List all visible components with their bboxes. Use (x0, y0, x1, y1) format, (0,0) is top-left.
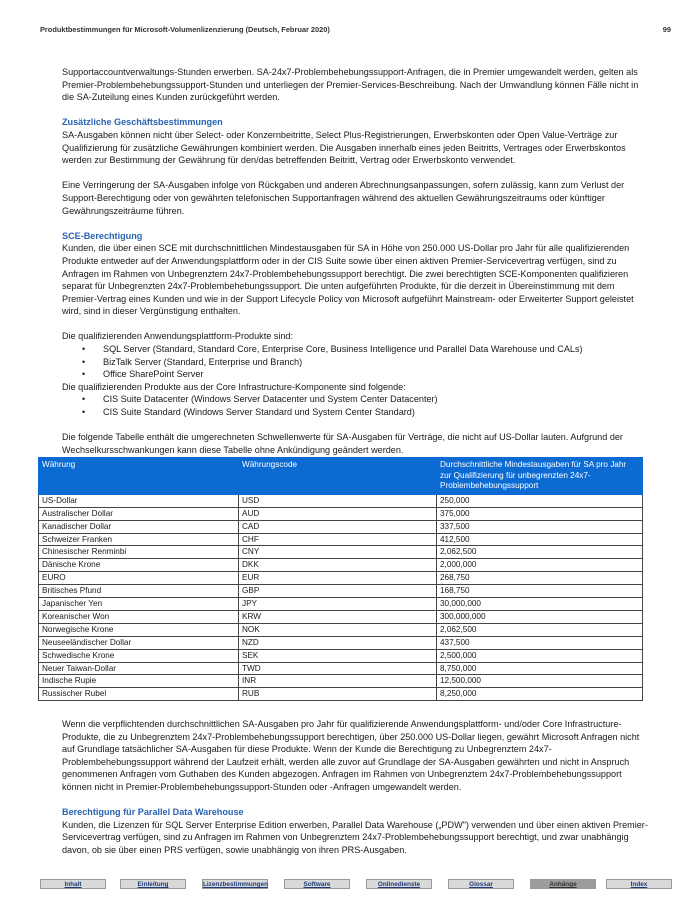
table-row (39, 623, 643, 636)
cell-currency: Indische Rupie (39, 675, 239, 688)
heading-sce-eligibility: SCE-Berechtigung (62, 230, 143, 241)
cell-minimum-spend: 2,062,500 (437, 623, 643, 636)
table-row (39, 494, 643, 507)
cell-currency: Dänische Krone (39, 559, 239, 572)
page-header (40, 25, 671, 34)
nav-link-inhalt[interactable]: Inhalt (40, 879, 106, 889)
table-row (39, 675, 643, 688)
nav-link-anhaenge[interactable]: Anhänge (530, 879, 596, 889)
table-row (39, 546, 643, 559)
list-item: • Office SharePoint Server (62, 368, 650, 381)
cell-currency: US-Dollar (39, 494, 239, 507)
app-platform-list (62, 343, 650, 381)
list-item: • CIS Suite Standard (Windows Server Standard und System Center Standard) (62, 406, 650, 419)
cell-currency-code: CHF (239, 533, 437, 546)
cell-minimum-spend: 300,000,000 (437, 610, 643, 623)
cell-currency-code: SEK (239, 649, 437, 662)
cell-currency-code: GBP (239, 585, 437, 598)
table-intro: Die folgende Tabelle enthält die umgerechneten Schwellenwerte für SA-Ausgaben für Verträge, die nicht auf US-Dollar lauten. Aufgrund der Wechselkursschwankungen kann diese Tabelle ohne Ankündigung geändert werden. (62, 432, 623, 455)
app-platform-intro: Die qualifizierenden Anwendungsplattform-Produkte sind: (62, 331, 294, 342)
cell-currency-code: NOK (239, 623, 437, 636)
cell-minimum-spend: 412,500 (437, 533, 643, 546)
table-row (39, 610, 643, 623)
cell-currency: Japanischer Yen (39, 598, 239, 611)
list-item: • CIS Suite Datacenter (Windows Server Datacenter und System Center Datacenter) (62, 393, 650, 406)
table-row (39, 688, 643, 701)
cell-currency-code: EUR (239, 572, 437, 585)
cell-currency: Schweizer Franken (39, 533, 239, 546)
document-title: Produktbestimmungen für Microsoft-Volumenlizenzierung (Deutsch, Februar 2020) (40, 25, 330, 34)
table-row (39, 507, 643, 520)
heading-additional-terms: Zusätzliche Geschäftsbestimmungen (62, 117, 223, 128)
cell-currency: Koreanischer Won (39, 610, 239, 623)
cell-currency: Britisches Pfund (39, 585, 239, 598)
nav-link-glossar[interactable]: Glossar (448, 879, 514, 889)
table-row (39, 585, 643, 598)
cell-currency: Neuer Taiwan-Dollar (39, 662, 239, 675)
table-row (39, 533, 643, 546)
table-row (39, 520, 643, 533)
cell-currency-code: KRW (239, 610, 437, 623)
table-row (39, 559, 643, 572)
table-row (39, 598, 643, 611)
cell-currency-code: NZD (239, 636, 437, 649)
list-item: • BizTalk Server (Standard, Enterprise und Branch) (62, 356, 650, 369)
footer-navigation (40, 879, 672, 891)
heading-pdw-eligibility: Berechtigung für Parallel Data Warehouse (62, 807, 244, 818)
cell-currency: Norwegische Krone (39, 623, 239, 636)
intro-paragraph: Supportaccountverwaltungs-Stunden erwerben. SA-24x7-Problembehebungssupport-Anfragen, die in Premier umgewandelt werden, gelten als Premier-Problembehebungssupport-Stunden und unterliegen der Premier-Services-Beschreibung. Nach der Umwandlung können Fälle nicht in die SA-Zuteilung eines Kunden zurückgeführt werden. (62, 67, 639, 103)
cell-minimum-spend: 337,500 (437, 520, 643, 533)
pdw-paragraph: Kunden, die Lizenzen für SQL Server Enterprise Edition erwerben, Parallel Data Warehouse („PDW") verwenden und über einen aktiven Premier-Servicevertrag verfügen, sind zu Anfragen im Rahmen von Unbegrenztem 24x7-Problembehebungssupport berechtigt, und zwar unabhängig davon, ob sie über einen PRS verfügen, sowie unabhängig von ihren PRS-Ausgaben. (62, 819, 648, 855)
nav-link-lizenzbestimmungen[interactable]: Lizenzbestimmungen (203, 881, 268, 888)
nav-link-einleitung[interactable]: Einleitung (120, 879, 186, 889)
core-infra-list (62, 393, 650, 418)
nav-link-index[interactable]: Index (606, 879, 672, 889)
table-row (39, 649, 643, 662)
cell-minimum-spend: 437,500 (437, 636, 643, 649)
cell-currency-code: DKK (239, 559, 437, 572)
lower-content (62, 718, 650, 869)
table-header-row (39, 458, 643, 495)
cell-minimum-spend: 168,750 (437, 585, 643, 598)
cell-currency-code: CNY (239, 546, 437, 559)
nav-link-onlinedienste[interactable]: Onlinedienste (366, 879, 432, 889)
cell-currency: Schwedische Krone (39, 649, 239, 662)
cell-minimum-spend: 30,000,000 (437, 598, 643, 611)
nav-link-software[interactable]: Software (284, 879, 350, 889)
additional-terms-paragraph-1: SA-Ausgaben können nicht über Select- oder Konzernbeitritte, Select Plus-Registrierungen, Erwerbskonten oder Open Value-Verträge zur Qualifizierung für zusätzliche Gewährungen kombiniert werden. Die Ausgaben innerhalb eines jeden Beitritts, Vertrages oder Erwerbskontos werden zur Bestimmung der Gewährung für den/das betreffenden Beitritt, Vertrag oder Erwerbskonto verwendet. (62, 129, 626, 166)
cell-currency-code: RUB (239, 688, 437, 701)
cell-currency: EURO (39, 572, 239, 585)
table-row (39, 636, 643, 649)
column-header-currency: Währung (39, 458, 239, 495)
cell-currency-code: TWD (239, 662, 437, 675)
currency-threshold-table (38, 457, 643, 701)
cell-minimum-spend: 2,500,000 (437, 649, 643, 662)
additional-terms-paragraph-2: Eine Verringerung der SA-Ausgaben infolge von Rückgaben und anderen Abrechnungsanpassungen, sofern zulässig, kann zum Verlust der Support-Berechtigung oder von gewährten telefonischen Supportanfragen während des aktuellen Gewährungszeitraums oder künftiger Gewährungszeiträume führen. (62, 180, 625, 216)
cell-minimum-spend: 2,062,500 (437, 546, 643, 559)
cell-currency-code: JPY (239, 598, 437, 611)
cell-currency: Russischer Rubel (39, 688, 239, 701)
cell-currency-code: CAD (239, 520, 437, 533)
column-header-minimum-spend: Durchschnittliche Mindestausgaben für SA pro Jahr zur Qualifizierung für unbegrenzten 24x7-Problembehebungssupport (437, 458, 643, 495)
column-header-currency-code: Währungscode (239, 458, 437, 495)
cell-minimum-spend: 2,000,000 (437, 559, 643, 572)
cell-minimum-spend: 375,000 (437, 507, 643, 520)
core-infra-intro: Die qualifizierenden Produkte aus der Core Infrastructure-Komponente sind folgende: (62, 381, 406, 392)
cell-currency-code: AUD (239, 507, 437, 520)
sce-paragraph: Kunden, die über einen SCE mit durchschnittlichen Mindestausgaben für SA in Höhe von 250.000 US-Dollar pro Jahr für alle qualifizierenden Produkte entweder auf der Anwendungsplattform oder in der CIS Suite sowie über einen aktiven Premier-Servicevertrag verfügen, sind zu Anfragen im Rahmen von Unbegrenztem 24x7-Problembehebungssupport berechtigt. Die zwei berechtigten SCE-Komponenten qualifizieren separat für Unbegrenzten 24x7-Problembehebungssupport. Die unten aufgeführten Produkte, für die derzeit in Übereinstimmung mit dem Premier-Vertrag eines Kunden und wie in der Support Lifecycle Policy von Microsoft aufgeführt Mainstream- oder Erweiterter Support geleistet wird, sind in dieser Vergünstigung enthalten. (62, 243, 634, 317)
cell-currency: Australischer Dollar (39, 507, 239, 520)
cell-currency-code: INR (239, 675, 437, 688)
after-table-paragraph: Wenn die verpflichtenden durchschnittlichen SA-Ausgaben pro Jahr für qualifizierende Anwendungsplattform- und/oder Core Infrastructure-Produkte, die zu Unbegrenztem 24x7-Problembehebungssupport berechtigen, über 250.000 US-Dollar liegen, gewährt Microsoft Anfragen nicht auf Grundlage tatsächlicher SA-Ausgaben für diese Produkte. Wenn der Kunde die Berechtigung zu Unbegrenztem 24x7-Problembehebungssupport während der Laufzeit erhält, werden alle zuvor auf Grundlage der SA-Ausgaben gewährten und nicht in Anspruch genommenen Anfragen vom Guthaben des Kunden abgezogen. Anfragen im Rahmen von Unbegrenztem 24x7-Problembehebungssupport können nicht in Premier-Problembehebungssupport-Stunden oder -Anfragen umgewandelt werden. (62, 719, 640, 792)
cell-minimum-spend: 268,750 (437, 572, 643, 585)
page-number: 99 (662, 25, 671, 34)
table-row (39, 662, 643, 675)
cell-currency: Neuseeländischer Dollar (39, 636, 239, 649)
cell-minimum-spend: 12,500,000 (437, 675, 643, 688)
table-row (39, 572, 643, 585)
cell-currency-code: USD (239, 494, 437, 507)
cell-currency: Kanadischer Dollar (39, 520, 239, 533)
cell-currency: Chinesischer Renminbi (39, 546, 239, 559)
list-item: • SQL Server (Standard, Standard Core, Enterprise Core, Business Intelligence und Parallel Data Warehouse und CALs) (62, 343, 650, 356)
cell-minimum-spend: 8,250,000 (437, 688, 643, 701)
cell-minimum-spend: 8,750,000 (437, 662, 643, 675)
cell-minimum-spend: 250,000 (437, 494, 643, 507)
main-content (62, 66, 650, 469)
